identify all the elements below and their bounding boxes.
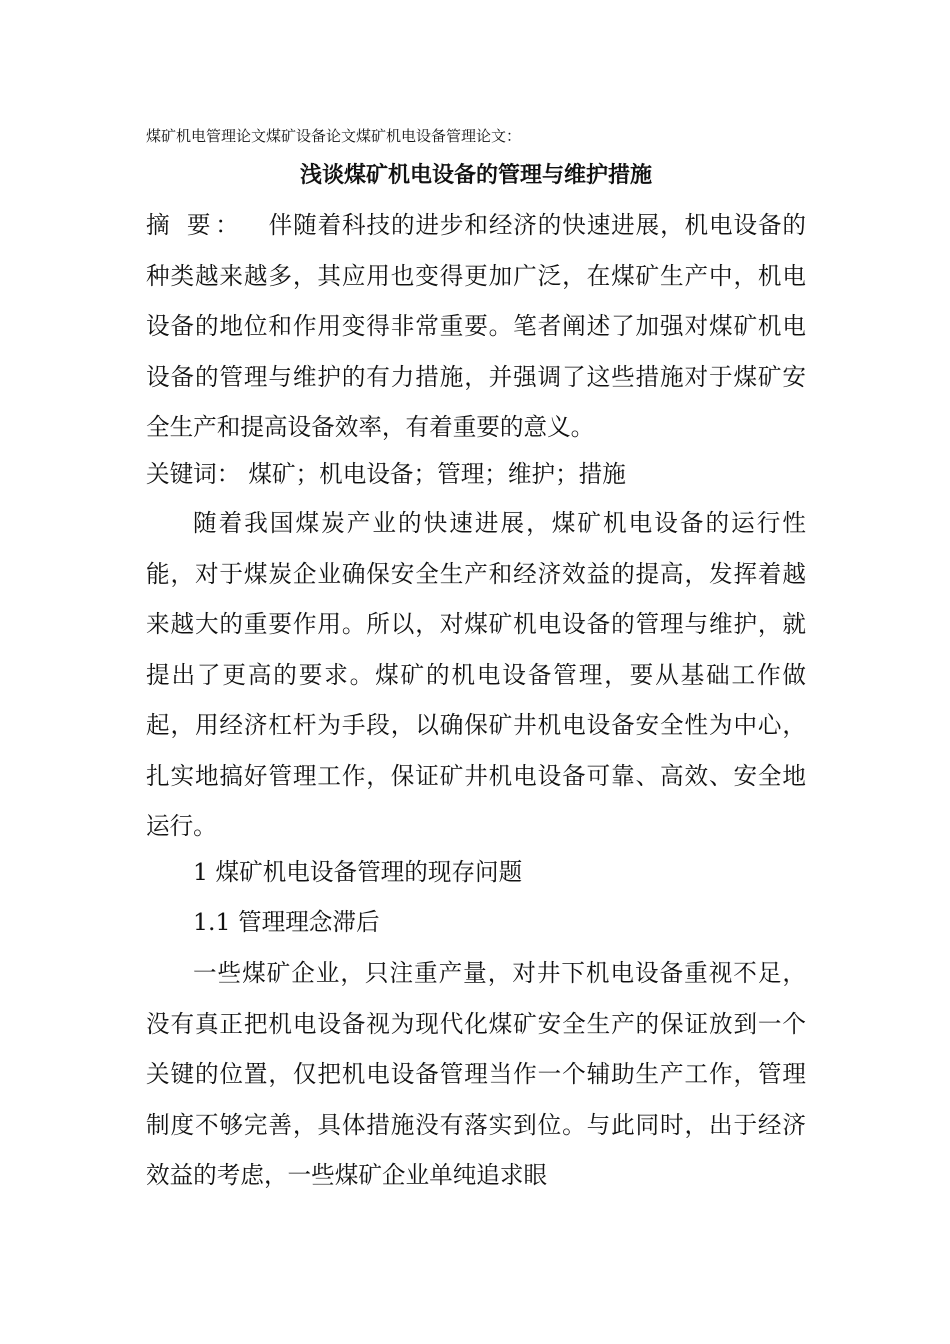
keywords-label: 关键词： bbox=[146, 460, 241, 488]
keywords-text: 煤矿；机电设备；管理；维护；措施 bbox=[248, 460, 626, 488]
document-title: 浅谈煤矿机电设备的管理与维护措施 bbox=[299, 162, 652, 188]
body-paragraph-2: 一些煤矿企业，只注重产量，对井下机电设备重视不足，没有真正把机电设备视为现代化煤矿安全生产的保证放到一个关键的位置，仅把机电设备管理当作一个辅助生产工作，管理制度不够完善，具体措施没有落实到位。与此同时，出于经济效益的考虑，一些煤矿企业单纯追求眼 bbox=[146, 959, 806, 1189]
abstract-section bbox=[146, 200, 806, 453]
section-heading-1-1: 1.1 管理理念滞后 bbox=[193, 908, 380, 936]
abstract-label: 摘 要： bbox=[146, 211, 244, 239]
keywords-section bbox=[146, 450, 626, 498]
abstract-text: 伴随着科技的进步和经济的快速进展，机电设备的种类越来越多，其应用也变得更加广泛，在煤矿生产中，机电设备的地位和作用变得非常重要。笔者阐述了加强对煤矿机电设备的管理与维护的有力措施，并强调了这些措施对于煤矿安全生产和提高设备效率，有着重要的意义。 bbox=[146, 211, 807, 441]
section-heading-1: 1 煤矿机电设备管理的现存问题 bbox=[193, 858, 523, 886]
body-paragraph-1: 随着我国煤炭产业的快速进展，煤矿机电设备的运行性能，对于煤炭企业确保安全生产和经济效益的提高，发挥着越来越大的重要作用。所以，对煤矿机电设备的管理与维护，就提出了更高的要求。煤矿的机电设备管理，要从基础工作做起，用经济杠杆为手段，以确保矿井机电设备安全性为中心，扎实地搞好管理工作，保证矿井机电设备可靠、高效、安全地运行。 bbox=[146, 509, 806, 840]
category-line: 煤矿机电管理论文煤矿设备论文煤矿机电设备管理论文： bbox=[146, 127, 522, 145]
